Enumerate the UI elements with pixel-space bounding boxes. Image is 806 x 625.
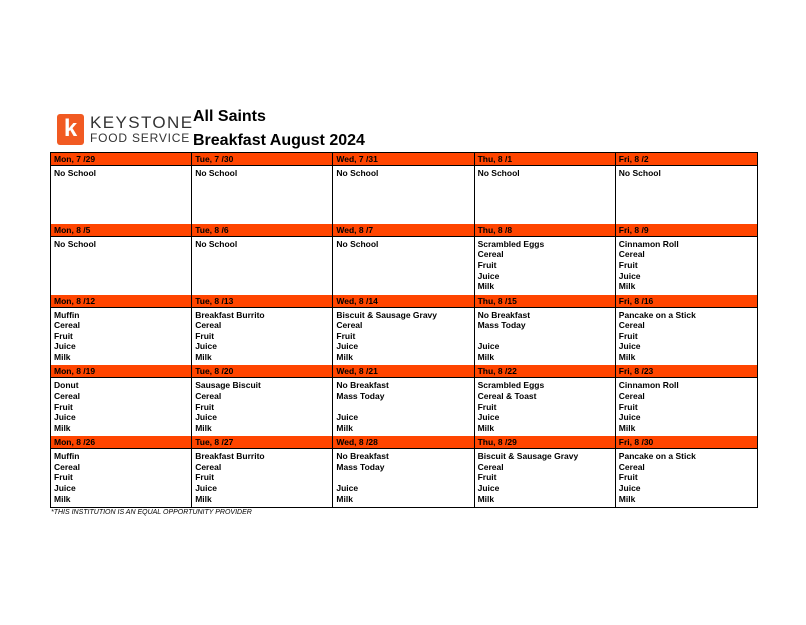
logo-letter: k: [63, 115, 78, 142]
menu-item: Cereal: [618, 461, 645, 472]
day-cell: [192, 436, 333, 507]
day-cell: [333, 295, 474, 366]
menu-item: Cereal: [195, 320, 222, 331]
menu-item: Juice: [336, 341, 359, 352]
menu-item: Mass Today: [336, 390, 385, 401]
day-date-header: Tue, 7 /30: [192, 153, 332, 166]
menu-item: Cereal: [618, 320, 645, 331]
day-date-header: Tue, 8 /13: [192, 295, 332, 308]
keystone-logo: [57, 113, 194, 146]
day-cell: [475, 295, 616, 366]
menu-item: [336, 472, 470, 483]
day-menu-items: [51, 166, 191, 179]
menu-item: Cereal: [54, 461, 80, 472]
menu-item: Fruit: [618, 401, 638, 412]
menu-item: Fruit: [195, 472, 215, 483]
day-menu-items: [475, 449, 615, 504]
menu-item: Scrambled Eggs: [477, 238, 545, 249]
day-cell: [333, 365, 474, 436]
menu-item: Cereal: [195, 390, 222, 401]
keystone-k-icon: [57, 114, 84, 145]
day-cell: [616, 153, 757, 224]
menu-item: Breakfast Burrito: [195, 451, 265, 462]
menu-item: Cereal: [195, 461, 222, 472]
menu-item: Fruit: [477, 259, 497, 270]
menu-item: Milk: [54, 351, 71, 362]
day-menu-items: [333, 449, 473, 504]
day-menu-items: [333, 237, 473, 250]
day-date-header: Wed, 8 /14: [333, 295, 473, 308]
day-date-header: Fri, 8 /2: [616, 153, 757, 166]
day-date-header: Wed, 8 /28: [333, 436, 473, 449]
menu-item: Biscuit & Sausage Gravy: [336, 309, 438, 320]
day-date-header: Tue, 8 /20: [192, 365, 332, 378]
day-cell: [616, 295, 757, 366]
menu-item: Milk: [618, 422, 636, 433]
logo-brand-name: KEYSTONE: [90, 113, 194, 132]
day-cell: [333, 436, 474, 507]
school-name: All Saints: [193, 108, 266, 125]
menu-item: Milk: [477, 351, 495, 362]
menu-item: Muffin: [54, 309, 80, 320]
day-date-header: Thu, 8 /15: [475, 295, 615, 308]
day-date-header: Thu, 8 /29: [475, 436, 615, 449]
day-date-header: Mon, 8 /12: [51, 295, 191, 308]
menu-item: No School: [336, 238, 379, 249]
day-date-header: Fri, 8 /23: [616, 365, 757, 378]
menu-item: Juice: [618, 341, 641, 352]
menu-item: Cinnamon Roll: [618, 238, 679, 249]
menu-item: Juice: [54, 412, 76, 423]
menu-item: [478, 331, 612, 342]
day-date-header: Mon, 8 /26: [51, 436, 191, 449]
menu-item: Cereal: [54, 390, 80, 401]
day-date-header: Thu, 8 /8: [475, 224, 615, 237]
day-cell: [51, 224, 192, 295]
menu-item: Cereal & Toast: [477, 390, 537, 401]
menu-item: Juice: [195, 482, 217, 493]
day-menu-items: [51, 449, 191, 504]
menu-item: Juice: [477, 482, 500, 493]
menu-item: Juice: [336, 412, 359, 423]
menu-item: Breakfast Burrito: [195, 309, 265, 320]
day-date-header: Wed, 8 /7: [333, 224, 473, 237]
menu-item: Milk: [195, 351, 212, 362]
day-menu-items: [333, 378, 473, 433]
day-menu-items: [475, 308, 615, 363]
menu-item: Juice: [54, 341, 76, 352]
day-cell: [51, 365, 192, 436]
day-menu-items: [616, 166, 757, 179]
menu-item: Juice: [618, 482, 641, 493]
menu-item: Fruit: [54, 472, 73, 483]
day-date-header: Fri, 8 /9: [616, 224, 757, 237]
menu-item: Fruit: [54, 401, 73, 412]
menu-item: No School: [195, 238, 238, 249]
menu-item: Fruit: [195, 401, 215, 412]
day-cell: [192, 224, 333, 295]
day-cell: [475, 365, 616, 436]
day-menu-items: [192, 449, 332, 504]
menu-item: Cinnamon Roll: [618, 380, 679, 391]
menu-item: No Breakfast: [477, 309, 531, 320]
day-date-header: Wed, 7 /31: [333, 153, 473, 166]
day-date-header: Tue, 8 /27: [192, 436, 332, 449]
menu-item: No School: [477, 168, 520, 178]
day-date-header: Tue, 8 /6: [192, 224, 332, 237]
day-cell: [51, 153, 192, 224]
day-cell: [333, 224, 474, 295]
menu-item: No Breakfast: [336, 380, 389, 391]
menu-item: Mass Today: [336, 461, 385, 472]
day-date-header: Fri, 8 /30: [616, 436, 757, 449]
day-cell: [192, 153, 333, 224]
menu-item: Cereal: [618, 390, 645, 401]
day-menu-items: [51, 237, 191, 250]
menu-item: Mass Today: [477, 320, 526, 331]
day-cell: [475, 224, 616, 295]
menu-item: Fruit: [618, 330, 638, 341]
day-menu-items: [616, 449, 757, 504]
day-menu-items: [192, 166, 332, 179]
menu-item: Milk: [477, 422, 495, 433]
menu-item: Milk: [618, 281, 636, 292]
day-menu-items: [475, 237, 615, 292]
menu-item: Juice: [477, 270, 500, 281]
day-menu-items: [475, 378, 615, 433]
day-cell: [475, 153, 616, 224]
menu-item: Cereal: [477, 249, 504, 260]
day-cell: [51, 436, 192, 507]
menu-item: Pancake on a Stick: [618, 451, 696, 462]
menu-item: Cereal: [477, 461, 504, 472]
menu-item: No School: [618, 168, 661, 178]
day-cell: [192, 295, 333, 366]
menu-item: Fruit: [54, 330, 73, 341]
menu-item: Juice: [618, 412, 641, 423]
day-date-header: Mon, 7 /29: [51, 153, 191, 166]
day-menu-items: [51, 308, 191, 363]
day-menu-items: [616, 378, 757, 433]
menu-item: Milk: [54, 493, 71, 504]
menu-item: Milk: [54, 422, 71, 433]
day-cell: [51, 295, 192, 366]
day-menu-items: [616, 308, 757, 363]
day-date-header: Thu, 8 /1: [475, 153, 615, 166]
menu-item: Milk: [477, 493, 495, 504]
menu-item: Juice: [336, 482, 359, 493]
menu-item: Pancake on a Stick: [618, 309, 696, 320]
menu-item: No Breakfast: [336, 451, 389, 462]
menu-item: Fruit: [336, 330, 356, 341]
menu-item: Fruit: [477, 472, 497, 483]
menu-item: Milk: [336, 493, 353, 504]
day-menu-items: [192, 378, 332, 433]
day-date-header: Fri, 8 /16: [616, 295, 757, 308]
menu-item: Juice: [195, 341, 217, 352]
menu-item: Sausage Biscuit: [195, 380, 261, 391]
day-date-header: Mon, 8 /19: [51, 365, 191, 378]
menu-item: Milk: [336, 422, 353, 433]
day-date-header: Thu, 8 /22: [475, 365, 615, 378]
day-cell: [616, 224, 757, 295]
menu-calendar-grid: [50, 152, 758, 508]
day-menu-items: [333, 166, 473, 179]
menu-item: No School: [54, 168, 97, 178]
day-menu-items: [51, 378, 191, 433]
day-menu-items: [333, 308, 473, 363]
menu-title: Breakfast August 2024: [193, 132, 365, 149]
day-cell: [333, 153, 474, 224]
menu-item: Milk: [195, 422, 212, 433]
menu-item: [336, 402, 470, 413]
menu-item: Juice: [54, 482, 76, 493]
menu-item: Cereal: [336, 320, 363, 331]
menu-item: Fruit: [477, 401, 497, 412]
day-cell: [475, 436, 616, 507]
menu-item: Milk: [618, 493, 636, 504]
menu-item: Fruit: [618, 259, 638, 270]
menu-item: Muffin: [54, 451, 80, 462]
menu-item: Fruit: [195, 330, 215, 341]
menu-item: No School: [54, 238, 97, 249]
day-cell: [616, 365, 757, 436]
menu-item: Juice: [195, 412, 217, 423]
equal-opportunity-note: *THIS INSTITUTION IS AN EQUAL OPPORTUNITY PROVIDER: [51, 509, 252, 516]
day-date-header: Mon, 8 /5: [51, 224, 191, 237]
menu-item: No School: [195, 168, 238, 178]
menu-item: Juice: [477, 341, 500, 352]
menu-item: No School: [336, 168, 379, 178]
menu-item: Juice: [477, 412, 500, 423]
day-menu-items: [192, 237, 332, 250]
day-menu-items: [616, 237, 757, 292]
menu-item: Fruit: [618, 472, 638, 483]
day-date-header: Wed, 8 /21: [333, 365, 473, 378]
menu-item: Cereal: [54, 320, 80, 331]
menu-item: Milk: [477, 281, 495, 292]
menu-item: Scrambled Eggs: [477, 380, 545, 391]
menu-item: Juice: [618, 270, 641, 281]
logo-brand-subtitle: FOOD SERVICE: [90, 131, 191, 145]
menu-item: Milk: [618, 351, 636, 362]
menu-item: Milk: [195, 493, 212, 504]
menu-item: Donut: [54, 380, 79, 391]
day-cell: [192, 365, 333, 436]
day-cell: [616, 436, 757, 507]
day-menu-items: [192, 308, 332, 363]
menu-item: Milk: [336, 351, 353, 362]
menu-item: Biscuit & Sausage Gravy: [477, 451, 579, 462]
day-menu-items: [475, 166, 615, 179]
menu-item: Cereal: [618, 249, 645, 260]
